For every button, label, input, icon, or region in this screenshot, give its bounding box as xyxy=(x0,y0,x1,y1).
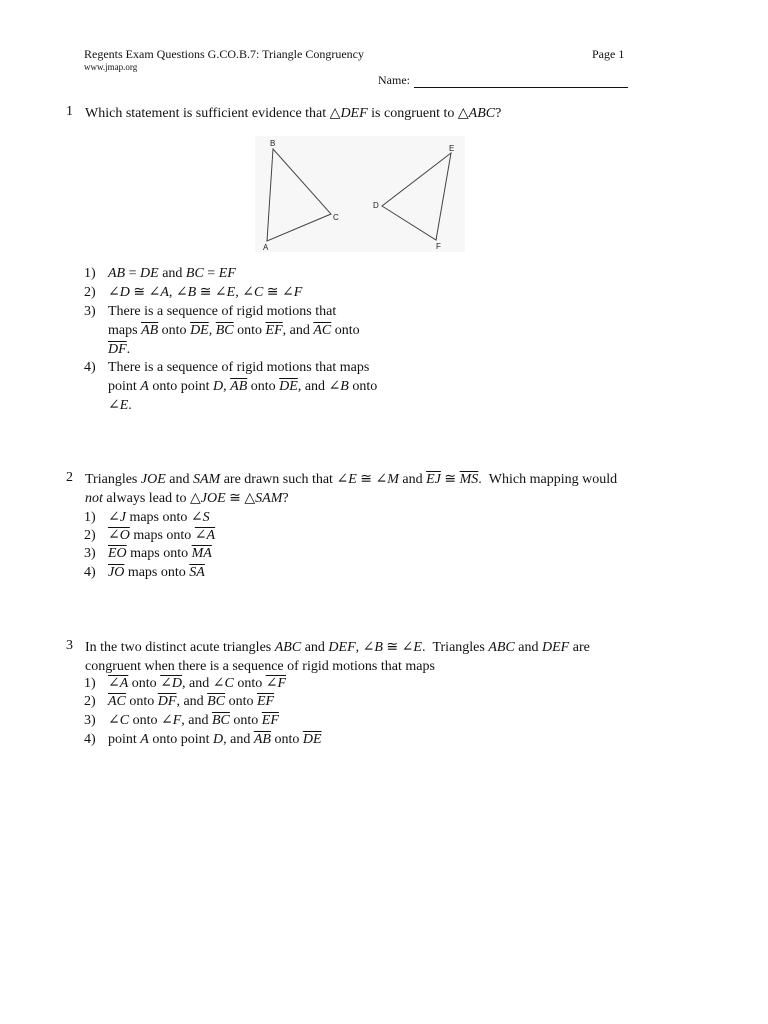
name-field-line[interactable] xyxy=(414,87,628,88)
vertex-label-c: C xyxy=(333,213,339,222)
option-text: ∠J maps onto ∠S xyxy=(108,510,210,525)
question-1-number: 1 xyxy=(66,104,73,119)
option-number: 2) xyxy=(84,694,96,709)
worksheet-title: Regents Exam Questions G.CO.B.7: Triangle Congruency xyxy=(84,47,364,61)
option-number: 3) xyxy=(84,546,96,561)
option-number: 4) xyxy=(84,732,96,747)
option-number: 3) xyxy=(84,304,96,319)
option-text: ∠C onto ∠F, and $\overline{BC}$ onto $\overline{EF}$ xyxy=(108,713,279,728)
option-text: ∠A onto ∠D, and ∠C onto ∠F xyxy=(108,676,287,691)
option-number: 2) xyxy=(84,285,96,300)
question-3-text: In the two distinct acute triangles ABC and DEF, ∠B ≅ ∠E. Triangles ABC and DEF are congruent when there is a sequence of rigid motions that maps xyxy=(85,640,590,674)
vertex-label-f: F xyxy=(436,242,441,251)
option-number: 3) xyxy=(84,713,96,728)
option-text: point A onto point D, and $\overline{AB}$ onto $\overline{DE}$ xyxy=(108,732,322,747)
option-number: 4) xyxy=(84,565,96,580)
option-text: $\overline{AC}$ onto $\overline{DF}$, and $\overline{BC}$ onto $\overline{EF}$ xyxy=(108,694,275,709)
triangles-figure xyxy=(255,136,465,252)
option-number: 1) xyxy=(84,510,96,525)
option-text: $\overline{EO}$ maps onto $\overline{MA}$ xyxy=(108,546,212,561)
vertex-label-e: E xyxy=(449,144,455,153)
vertex-label-d: D xyxy=(373,201,379,210)
option-number: 1) xyxy=(84,266,96,281)
question-2-number: 2 xyxy=(66,470,73,485)
option-number: 1) xyxy=(84,676,96,691)
question-1-text: Which statement is sufficient evidence that △DEF is congruent to △ABC? xyxy=(85,106,502,121)
option-text: There is a sequence of rigid motions that maps $\overline{AB}$ onto $\overline{DE}$, $\overline{BC}$ onto $\overline{EF}$, and $\overline{AC}$ onto $\overline{DF}$. xyxy=(108,304,360,357)
vertex-label-b: B xyxy=(270,139,276,148)
option-text: ∠O maps onto ∠A xyxy=(108,528,216,543)
option-text: $\overline{JO}$ maps onto $\overline{SA}$ xyxy=(108,565,205,580)
option-text: AB = DE and BC = EF xyxy=(108,266,236,281)
option-number: 4) xyxy=(84,360,96,375)
site-url: www.jmap.org xyxy=(84,62,138,72)
vertex-label-a: A xyxy=(263,243,269,252)
page-number: Page 1 xyxy=(592,47,625,61)
option-text: There is a sequence of rigid motions that maps point A onto point D, $\overline{AB}$ onto $\overline{DE}$, and ∠B onto ∠E. xyxy=(108,360,378,413)
question-3-number: 3 xyxy=(66,638,73,653)
option-number: 2) xyxy=(84,528,96,543)
name-label: Name: xyxy=(378,73,410,87)
question-2-text: Triangles JOE and SAM are drawn such that ∠E ≅ ∠M and $\overline{EJ}$ ≅ $\overline{MS}$. Which mapping would not always lead to △JOE ≅ △SAM? xyxy=(85,472,618,506)
option-text: ∠D ≅ ∠A, ∠B ≅ ∠E, ∠C ≅ ∠F xyxy=(108,285,303,300)
